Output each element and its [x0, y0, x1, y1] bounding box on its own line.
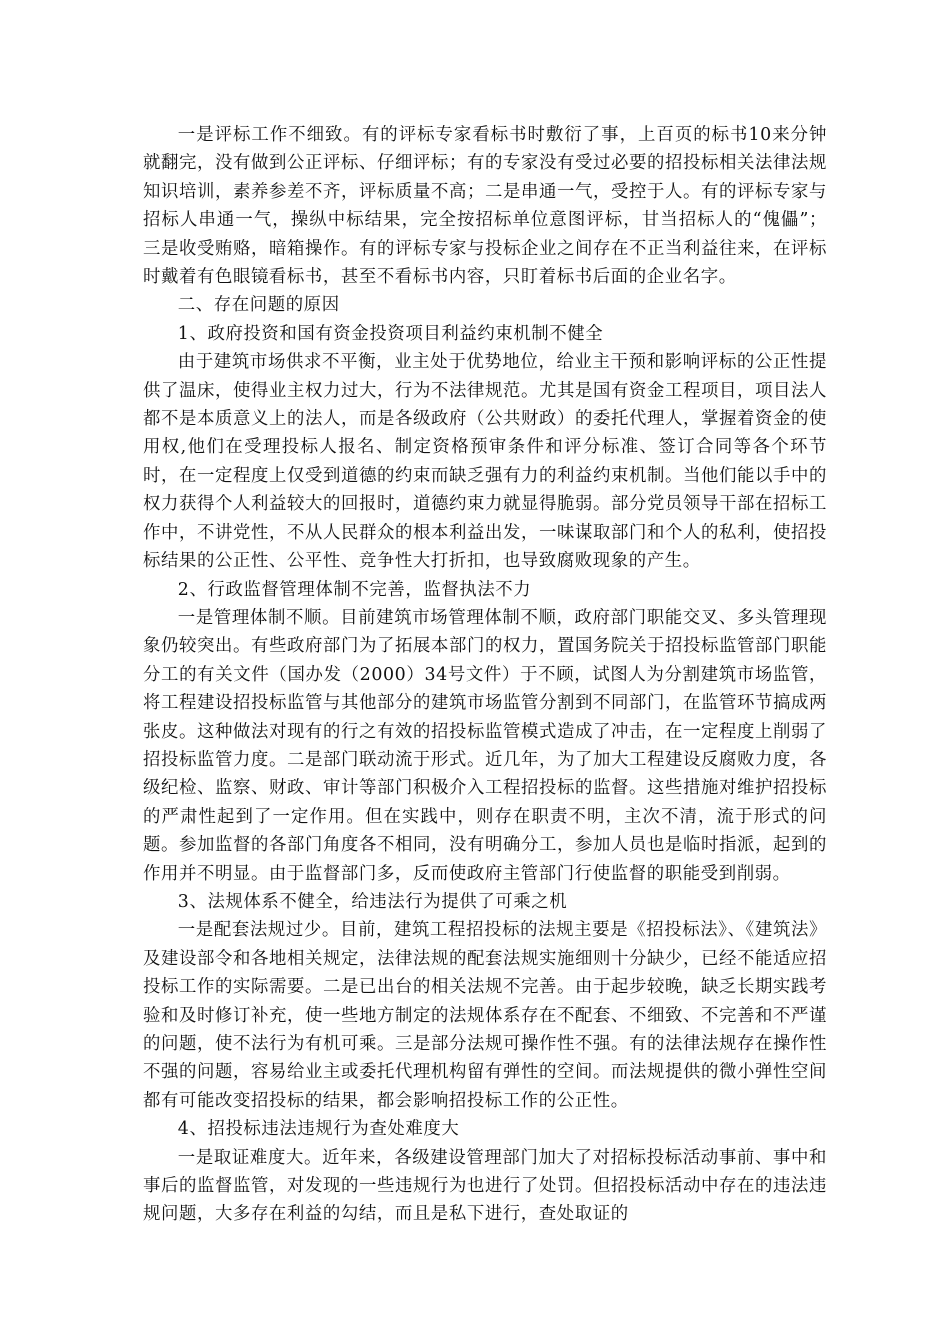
section-heading-causes: 二、存在问题的原因: [177, 295, 340, 316]
paragraph-cause-4: 一是取证难度大。近年来，各级建设管理部门加大了对招标投标活动事前、事中和事后的监督监管，对发现的一些违规行为也进行了处罚。但招投标活动中存在的违法违规问题，大多存在利益的勾结，而且是私下进行，查处取证的: [143, 1147, 827, 1225]
paragraph-expert-issues: 一是评标工作不细致。有的评标专家看标书时敷衍了事，上百页的标书10来分钟就翻完，没有做到公正评标、仔细评标；有的专家没有受过必要的招投标相关法律法规知识培训，素养参差不齐，评标质量不高；二是串通一气，受控于人。有的评标专家与招标人串通一气，操纵中标结果，完全按招标单位意图评标，甘当招标人的“傀儡”；三是收受贿赂，暗箱操作。有的评标专家与投标企业之间存在不正当利益往来，在评标时戴着有色眼镜看标书，甚至不看标书内容，只盯着标书后面的企业名字。: [143, 125, 827, 288]
subheading-1: 1、政府投资和国有资金投资项目利益约束机制不健全: [177, 323, 604, 344]
paragraph-cause-3: 一是配套法规过少。目前，建筑工程招投标的法规主要是《招投标法》、《建筑法》及建设部令和各地相关规定，法律法规的配套法规实施细则十分缺少，已经不能适应招投标工作的实际需要。二是已出台的相关法规不完善。由于起步较晚，缺乏长期实践考验和及时修订补充，使一些地方制定的法规体系存在不配套、不细致、不完善和不严谨的问题，使不法行为有机可乘。三是部分法规可操作性不强。有的法律法规存在操作性不强的问题，容易给业主或委托代理机构留有弹性的空间。而法规提供的微小弹性空间都有可能改变招投标的结果，都会影响招投标工作的公正性。: [143, 920, 827, 1111]
subheading-4: 4、招投标违法违规行为查处难度大: [177, 1119, 460, 1140]
document-body: [143, 121, 827, 1229]
subheading-3: 3、法规体系不健全，给违法行为提供了可乘之机: [177, 891, 568, 912]
paragraph-cause-2: 一是管理体制不顺。目前建筑市场管理体制不顺，政府部门职能交叉、多头管理现象仍较突出。有些政府部门为了拓展本部门的权力，置国务院关于招投标监管部门职能分工的有关文件（国办发（2000）34号文件）于不顾，试图人为分割建筑市场监管，将工程建设招投标监管与其他部分的建筑市场监管分割到不同部门，在监管环节搞成两张皮。这种做法对现有的行之有效的招投标监管模式造成了冲击，在一定程度上削弱了招投标监管力度。二是部门联动流于形式。近几年，为了加大工程建设反腐败力度，各级纪检、监察、财政、审计等部门积极介入工程招投标的监督。这些措施对维护招投标的严肃性起到了一定作用。但在实践中，则存在职责不明，主次不清，流于形式的问题。参加监督的各部门角度各不相同，没有明确分工，参加人员也是临时指派，起到的作用并不明显。由于监督部门多，反而使政府主管部门行使监督的职能受到削弱。: [143, 607, 827, 884]
paragraph-cause-1: 由于建筑市场供求不平衡，业主处于优势地位，给业主干预和影响评标的公正性提供了温床，使得业主权力过大，行为不法律规范。尤其是国有资金工程项目，项目法人都不是本质意义上的法人，而是各级政府（公共财政）的委托代理人，掌握着资金的使用权,他们在受理投标人报名、制定资格预审条件和评分标准、签订合同等各个环节时，在一定程度上仅受到道德的约束而缺乏强有力的利益约束机制。当他们能以手中的权力获得个人利益较大的回报时，道德约束力就显得脆弱。部分党员领导干部在招标工作中，不讲党性，不从人民群众的根本利益出发，一味谋取部门和个人的私利，使招投标结果的公正性、公平性、竞争性大打折扣，也导致腐败现象的产生。: [143, 352, 827, 572]
subheading-2: 2、行政监督管理体制不完善，监督执法不力: [177, 579, 532, 600]
